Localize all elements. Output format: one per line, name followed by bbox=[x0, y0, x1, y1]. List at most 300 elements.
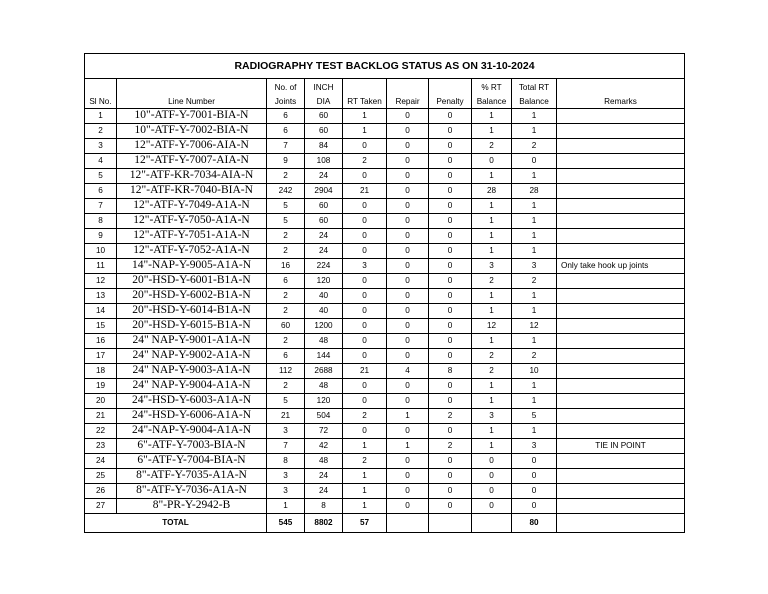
cell-rt-taken: 1 bbox=[343, 124, 387, 139]
cell-repair: 0 bbox=[387, 454, 429, 469]
cell-rt-taken: 2 bbox=[343, 409, 387, 424]
cell-pct-rt-balance: 3 bbox=[472, 409, 512, 424]
cell-pct-rt-balance: 1 bbox=[472, 229, 512, 244]
cell-remarks bbox=[557, 319, 685, 334]
cell-joints: 8 bbox=[267, 454, 305, 469]
cell-pct-rt-balance: 1 bbox=[472, 244, 512, 259]
cell-total-rt-balance: 0 bbox=[512, 154, 557, 169]
header-pct-line1: % RT bbox=[472, 79, 512, 94]
cell-inch-dia: 60 bbox=[305, 109, 343, 124]
cell-line-number: 20"-HSD-Y-6014-B1A-N bbox=[117, 304, 267, 319]
cell-inch-dia: 60 bbox=[305, 199, 343, 214]
cell-sl-no: 23 bbox=[85, 439, 117, 454]
cell-joints: 3 bbox=[267, 484, 305, 499]
cell-repair: 0 bbox=[387, 484, 429, 499]
cell-inch-dia: 40 bbox=[305, 304, 343, 319]
cell-sl-no: 3 bbox=[85, 139, 117, 154]
cell-rt-taken: 0 bbox=[343, 169, 387, 184]
cell-sl-no: 6 bbox=[85, 184, 117, 199]
cell-rt-taken: 21 bbox=[343, 364, 387, 379]
table-row bbox=[85, 199, 685, 214]
cell-joints: 2 bbox=[267, 334, 305, 349]
cell-repair: 0 bbox=[387, 469, 429, 484]
cell-sl-no: 19 bbox=[85, 379, 117, 394]
cell-rt-taken: 3 bbox=[343, 259, 387, 274]
table-row bbox=[85, 184, 685, 199]
cell-pct-rt-balance: 1 bbox=[472, 379, 512, 394]
cell-sl-no: 9 bbox=[85, 229, 117, 244]
cell-line-number: 12"-ATF-KR-7034-AIA-N bbox=[117, 169, 267, 184]
table-row bbox=[85, 409, 685, 424]
cell-remarks bbox=[557, 199, 685, 214]
cell-sl-no: 24 bbox=[85, 454, 117, 469]
total-penalty bbox=[429, 514, 472, 533]
cell-joints: 3 bbox=[267, 469, 305, 484]
table-row bbox=[85, 229, 685, 244]
cell-rt-taken: 0 bbox=[343, 244, 387, 259]
cell-remarks bbox=[557, 469, 685, 484]
cell-remarks bbox=[557, 394, 685, 409]
cell-penalty: 8 bbox=[429, 364, 472, 379]
cell-sl-no: 15 bbox=[85, 319, 117, 334]
cell-total-rt-balance: 1 bbox=[512, 109, 557, 124]
cell-pct-rt-balance: 0 bbox=[472, 454, 512, 469]
table-row bbox=[85, 424, 685, 439]
table-row bbox=[85, 289, 685, 304]
cell-sl-no: 21 bbox=[85, 409, 117, 424]
cell-line-number: 24" NAP-Y-9004-A1A-N bbox=[117, 379, 267, 394]
cell-inch-dia: 120 bbox=[305, 274, 343, 289]
cell-rt-taken: 2 bbox=[343, 154, 387, 169]
table-row bbox=[85, 139, 685, 154]
cell-penalty: 0 bbox=[429, 109, 472, 124]
cell-repair: 0 bbox=[387, 304, 429, 319]
cell-penalty: 0 bbox=[429, 139, 472, 154]
header-line-number: Line Number bbox=[117, 93, 267, 109]
header-row-1 bbox=[85, 79, 685, 94]
cell-sl-no: 17 bbox=[85, 349, 117, 364]
cell-line-number: 24" NAP-Y-9001-A1A-N bbox=[117, 334, 267, 349]
cell-remarks bbox=[557, 139, 685, 154]
header-sl-top bbox=[85, 79, 117, 94]
cell-repair: 0 bbox=[387, 334, 429, 349]
table-row bbox=[85, 304, 685, 319]
cell-joints: 6 bbox=[267, 109, 305, 124]
cell-sl-no: 22 bbox=[85, 424, 117, 439]
cell-rt-taken: 1 bbox=[343, 484, 387, 499]
cell-joints: 6 bbox=[267, 124, 305, 139]
header-dia-line1: INCH bbox=[305, 79, 343, 94]
cell-remarks bbox=[557, 454, 685, 469]
cell-joints: 112 bbox=[267, 364, 305, 379]
table-row bbox=[85, 334, 685, 349]
cell-line-number: 20"-HSD-Y-6002-B1A-N bbox=[117, 289, 267, 304]
cell-rt-taken: 0 bbox=[343, 289, 387, 304]
cell-sl-no: 27 bbox=[85, 499, 117, 514]
total-rt-balance: 80 bbox=[512, 514, 557, 533]
cell-pct-rt-balance: 1 bbox=[472, 289, 512, 304]
table-row bbox=[85, 484, 685, 499]
cell-penalty: 0 bbox=[429, 214, 472, 229]
cell-rt-taken: 0 bbox=[343, 199, 387, 214]
table-row bbox=[85, 154, 685, 169]
cell-rt-taken: 1 bbox=[343, 439, 387, 454]
cell-repair: 4 bbox=[387, 364, 429, 379]
cell-pct-rt-balance: 28 bbox=[472, 184, 512, 199]
table-row bbox=[85, 319, 685, 334]
cell-line-number: 10"-ATF-Y-7001-BIA-N bbox=[117, 109, 267, 124]
table-row bbox=[85, 124, 685, 139]
header-remarks-top bbox=[557, 79, 685, 94]
cell-line-number: 6"-ATF-Y-7003-BIA-N bbox=[117, 439, 267, 454]
cell-penalty: 2 bbox=[429, 409, 472, 424]
cell-remarks bbox=[557, 244, 685, 259]
cell-line-number: 12"-ATF-Y-7051-A1A-N bbox=[117, 229, 267, 244]
cell-sl-no: 10 bbox=[85, 244, 117, 259]
cell-line-number: 12"-ATF-Y-7007-AIA-N bbox=[117, 154, 267, 169]
cell-rt-taken: 0 bbox=[343, 304, 387, 319]
cell-repair: 0 bbox=[387, 289, 429, 304]
cell-penalty: 0 bbox=[429, 289, 472, 304]
cell-inch-dia: 42 bbox=[305, 439, 343, 454]
cell-pct-rt-balance: 1 bbox=[472, 109, 512, 124]
cell-line-number: 6"-ATF-Y-7004-BIA-N bbox=[117, 454, 267, 469]
cell-total-rt-balance: 2 bbox=[512, 274, 557, 289]
cell-total-rt-balance: 1 bbox=[512, 424, 557, 439]
cell-line-number: 14"-NAP-Y-9005-A1A-N bbox=[117, 259, 267, 274]
cell-pct-rt-balance: 1 bbox=[472, 214, 512, 229]
cell-sl-no: 18 bbox=[85, 364, 117, 379]
cell-line-number: 12"-ATF-Y-7049-A1A-N bbox=[117, 199, 267, 214]
cell-repair: 0 bbox=[387, 184, 429, 199]
header-rt-top bbox=[343, 79, 387, 94]
cell-inch-dia: 24 bbox=[305, 229, 343, 244]
table-row bbox=[85, 364, 685, 379]
cell-remarks bbox=[557, 289, 685, 304]
header-repair: Repair bbox=[387, 93, 429, 109]
cell-penalty: 0 bbox=[429, 124, 472, 139]
cell-repair: 0 bbox=[387, 349, 429, 364]
cell-remarks bbox=[557, 109, 685, 124]
cell-joints: 21 bbox=[267, 409, 305, 424]
cell-joints: 16 bbox=[267, 259, 305, 274]
cell-line-number: 24" NAP-Y-9002-A1A-N bbox=[117, 349, 267, 364]
cell-pct-rt-balance: 1 bbox=[472, 304, 512, 319]
cell-penalty: 0 bbox=[429, 319, 472, 334]
cell-sl-no: 26 bbox=[85, 484, 117, 499]
cell-penalty: 0 bbox=[429, 394, 472, 409]
cell-penalty: 0 bbox=[429, 199, 472, 214]
cell-sl-no: 12 bbox=[85, 274, 117, 289]
cell-line-number: 8"-ATF-Y-7036-A1A-N bbox=[117, 484, 267, 499]
cell-total-rt-balance: 2 bbox=[512, 139, 557, 154]
total-repair bbox=[387, 514, 429, 533]
cell-total-rt-balance: 0 bbox=[512, 484, 557, 499]
cell-line-number: 10"-ATF-Y-7002-BIA-N bbox=[117, 124, 267, 139]
header-dia-line2: DIA bbox=[305, 93, 343, 109]
cell-inch-dia: 8 bbox=[305, 499, 343, 514]
cell-rt-taken: 0 bbox=[343, 394, 387, 409]
header-row-2 bbox=[85, 93, 685, 109]
header-remarks: Remarks bbox=[557, 93, 685, 109]
cell-inch-dia: 60 bbox=[305, 124, 343, 139]
cell-sl-no: 20 bbox=[85, 394, 117, 409]
cell-joints: 7 bbox=[267, 439, 305, 454]
cell-total-rt-balance: 28 bbox=[512, 184, 557, 199]
table-row bbox=[85, 214, 685, 229]
header-total-line2: Balance bbox=[512, 93, 557, 109]
cell-remarks bbox=[557, 499, 685, 514]
cell-inch-dia: 504 bbox=[305, 409, 343, 424]
table-row bbox=[85, 454, 685, 469]
cell-sl-no: 11 bbox=[85, 259, 117, 274]
header-joints-line2: Joints bbox=[267, 93, 305, 109]
rt-backlog-table bbox=[84, 53, 685, 533]
cell-inch-dia: 24 bbox=[305, 169, 343, 184]
cell-rt-taken: 0 bbox=[343, 274, 387, 289]
cell-penalty: 0 bbox=[429, 184, 472, 199]
cell-inch-dia: 24 bbox=[305, 469, 343, 484]
cell-sl-no: 14 bbox=[85, 304, 117, 319]
cell-line-number: 12"-ATF-KR-7040-BIA-N bbox=[117, 184, 267, 199]
cell-remarks bbox=[557, 154, 685, 169]
cell-pct-rt-balance: 2 bbox=[472, 274, 512, 289]
cell-rt-taken: 0 bbox=[343, 229, 387, 244]
table-row bbox=[85, 274, 685, 289]
cell-rt-taken: 1 bbox=[343, 109, 387, 124]
total-joints: 545 bbox=[267, 514, 305, 533]
cell-total-rt-balance: 3 bbox=[512, 439, 557, 454]
cell-remarks bbox=[557, 169, 685, 184]
total-row bbox=[85, 514, 685, 533]
cell-penalty: 0 bbox=[429, 304, 472, 319]
cell-rt-taken: 0 bbox=[343, 214, 387, 229]
cell-joints: 2 bbox=[267, 169, 305, 184]
table-row bbox=[85, 394, 685, 409]
cell-repair: 0 bbox=[387, 109, 429, 124]
cell-penalty: 2 bbox=[429, 439, 472, 454]
cell-total-rt-balance: 12 bbox=[512, 319, 557, 334]
cell-rt-taken: 0 bbox=[343, 379, 387, 394]
cell-rt-taken: 2 bbox=[343, 454, 387, 469]
cell-line-number: 20"-HSD-Y-6001-B1A-N bbox=[117, 274, 267, 289]
cell-pct-rt-balance: 0 bbox=[472, 469, 512, 484]
cell-penalty: 0 bbox=[429, 379, 472, 394]
cell-remarks bbox=[557, 184, 685, 199]
cell-pct-rt-balance: 1 bbox=[472, 124, 512, 139]
cell-joints: 5 bbox=[267, 214, 305, 229]
cell-pct-rt-balance: 1 bbox=[472, 424, 512, 439]
cell-penalty: 0 bbox=[429, 469, 472, 484]
cell-penalty: 0 bbox=[429, 244, 472, 259]
cell-repair: 1 bbox=[387, 409, 429, 424]
cell-total-rt-balance: 1 bbox=[512, 124, 557, 139]
cell-penalty: 0 bbox=[429, 169, 472, 184]
cell-inch-dia: 24 bbox=[305, 484, 343, 499]
cell-total-rt-balance: 1 bbox=[512, 289, 557, 304]
cell-total-rt-balance: 1 bbox=[512, 169, 557, 184]
cell-line-number: 24" NAP-Y-9003-A1A-N bbox=[117, 364, 267, 379]
cell-remarks bbox=[557, 334, 685, 349]
cell-repair: 0 bbox=[387, 169, 429, 184]
cell-joints: 2 bbox=[267, 229, 305, 244]
cell-rt-taken: 1 bbox=[343, 469, 387, 484]
cell-sl-no: 25 bbox=[85, 469, 117, 484]
table-row bbox=[85, 169, 685, 184]
cell-repair: 0 bbox=[387, 214, 429, 229]
cell-line-number: 24"-HSD-Y-6006-A1A-N bbox=[117, 409, 267, 424]
cell-inch-dia: 1200 bbox=[305, 319, 343, 334]
cell-total-rt-balance: 0 bbox=[512, 499, 557, 514]
cell-line-number: 20"-HSD-Y-6015-B1A-N bbox=[117, 319, 267, 334]
cell-remarks bbox=[557, 229, 685, 244]
cell-sl-no: 4 bbox=[85, 154, 117, 169]
total-dia: 8802 bbox=[305, 514, 343, 533]
cell-total-rt-balance: 2 bbox=[512, 349, 557, 364]
cell-inch-dia: 120 bbox=[305, 394, 343, 409]
table-row bbox=[85, 469, 685, 484]
cell-joints: 2 bbox=[267, 289, 305, 304]
cell-sl-no: 7 bbox=[85, 199, 117, 214]
cell-penalty: 0 bbox=[429, 229, 472, 244]
cell-pct-rt-balance: 0 bbox=[472, 154, 512, 169]
cell-inch-dia: 48 bbox=[305, 334, 343, 349]
table-row bbox=[85, 259, 685, 274]
cell-joints: 242 bbox=[267, 184, 305, 199]
cell-rt-taken: 0 bbox=[343, 424, 387, 439]
total-pct-balance bbox=[472, 514, 512, 533]
cell-inch-dia: 2688 bbox=[305, 364, 343, 379]
cell-repair: 0 bbox=[387, 259, 429, 274]
total-rt-taken: 57 bbox=[343, 514, 387, 533]
cell-line-number: 12"-ATF-Y-7050-A1A-N bbox=[117, 214, 267, 229]
cell-inch-dia: 60 bbox=[305, 214, 343, 229]
cell-total-rt-balance: 1 bbox=[512, 199, 557, 214]
cell-line-number: 24"-HSD-Y-6003-A1A-N bbox=[117, 394, 267, 409]
cell-pct-rt-balance: 1 bbox=[472, 439, 512, 454]
cell-line-number: 12"-ATF-Y-7006-AIA-N bbox=[117, 139, 267, 154]
cell-pct-rt-balance: 2 bbox=[472, 364, 512, 379]
cell-joints: 6 bbox=[267, 349, 305, 364]
cell-joints: 60 bbox=[267, 319, 305, 334]
cell-total-rt-balance: 1 bbox=[512, 394, 557, 409]
cell-joints: 9 bbox=[267, 154, 305, 169]
cell-remarks bbox=[557, 349, 685, 364]
header-penalty-top bbox=[429, 79, 472, 94]
cell-repair: 0 bbox=[387, 394, 429, 409]
cell-repair: 0 bbox=[387, 319, 429, 334]
cell-penalty: 0 bbox=[429, 424, 472, 439]
cell-rt-taken: 1 bbox=[343, 499, 387, 514]
cell-penalty: 0 bbox=[429, 349, 472, 364]
table-row bbox=[85, 439, 685, 454]
cell-inch-dia: 84 bbox=[305, 139, 343, 154]
header-line-top bbox=[117, 79, 267, 94]
header-joints-line1: No. of bbox=[267, 79, 305, 94]
cell-joints: 2 bbox=[267, 244, 305, 259]
cell-inch-dia: 72 bbox=[305, 424, 343, 439]
cell-penalty: 0 bbox=[429, 259, 472, 274]
cell-line-number: 8"-PR-Y-2942-B bbox=[117, 499, 267, 514]
cell-joints: 5 bbox=[267, 199, 305, 214]
cell-pct-rt-balance: 1 bbox=[472, 199, 512, 214]
cell-line-number: 12"-ATF-Y-7052-A1A-N bbox=[117, 244, 267, 259]
cell-remarks bbox=[557, 124, 685, 139]
cell-repair: 0 bbox=[387, 229, 429, 244]
header-total-line1: Total RT bbox=[512, 79, 557, 94]
header-repair-top bbox=[387, 79, 429, 94]
cell-remarks bbox=[557, 274, 685, 289]
cell-joints: 2 bbox=[267, 304, 305, 319]
cell-total-rt-balance: 1 bbox=[512, 379, 557, 394]
cell-remarks: TIE IN POINT bbox=[557, 439, 685, 454]
cell-pct-rt-balance: 12 bbox=[472, 319, 512, 334]
cell-remarks bbox=[557, 364, 685, 379]
cell-rt-taken: 0 bbox=[343, 349, 387, 364]
cell-rt-taken: 21 bbox=[343, 184, 387, 199]
cell-sl-no: 2 bbox=[85, 124, 117, 139]
cell-penalty: 0 bbox=[429, 154, 472, 169]
cell-rt-taken: 0 bbox=[343, 319, 387, 334]
header-pct-line2: Balance bbox=[472, 93, 512, 109]
cell-rt-taken: 0 bbox=[343, 139, 387, 154]
cell-total-rt-balance: 1 bbox=[512, 214, 557, 229]
cell-total-rt-balance: 0 bbox=[512, 454, 557, 469]
header-sl-no: Sl No. bbox=[85, 93, 117, 109]
title-row bbox=[85, 54, 685, 79]
table-row bbox=[85, 244, 685, 259]
cell-remarks bbox=[557, 304, 685, 319]
cell-repair: 0 bbox=[387, 154, 429, 169]
cell-joints: 3 bbox=[267, 424, 305, 439]
cell-total-rt-balance: 1 bbox=[512, 229, 557, 244]
cell-total-rt-balance: 5 bbox=[512, 409, 557, 424]
cell-penalty: 0 bbox=[429, 454, 472, 469]
cell-joints: 7 bbox=[267, 139, 305, 154]
table-row bbox=[85, 499, 685, 514]
cell-repair: 0 bbox=[387, 199, 429, 214]
cell-repair: 0 bbox=[387, 499, 429, 514]
header-penalty: Penalty bbox=[429, 93, 472, 109]
cell-total-rt-balance: 1 bbox=[512, 334, 557, 349]
total-remarks bbox=[557, 514, 685, 533]
cell-repair: 0 bbox=[387, 274, 429, 289]
cell-remarks bbox=[557, 484, 685, 499]
table-row bbox=[85, 379, 685, 394]
cell-repair: 0 bbox=[387, 379, 429, 394]
cell-joints: 2 bbox=[267, 379, 305, 394]
cell-sl-no: 5 bbox=[85, 169, 117, 184]
cell-inch-dia: 24 bbox=[305, 244, 343, 259]
cell-total-rt-balance: 0 bbox=[512, 469, 557, 484]
cell-remarks bbox=[557, 379, 685, 394]
table-body bbox=[85, 109, 685, 514]
cell-sl-no: 13 bbox=[85, 289, 117, 304]
cell-remarks bbox=[557, 424, 685, 439]
cell-repair: 0 bbox=[387, 424, 429, 439]
cell-pct-rt-balance: 0 bbox=[472, 484, 512, 499]
cell-rt-taken: 0 bbox=[343, 334, 387, 349]
cell-total-rt-balance: 3 bbox=[512, 259, 557, 274]
cell-total-rt-balance: 1 bbox=[512, 304, 557, 319]
cell-joints: 1 bbox=[267, 499, 305, 514]
cell-inch-dia: 224 bbox=[305, 259, 343, 274]
cell-sl-no: 1 bbox=[85, 109, 117, 124]
cell-penalty: 0 bbox=[429, 484, 472, 499]
header-rt-taken: RT Taken bbox=[343, 93, 387, 109]
cell-repair: 1 bbox=[387, 439, 429, 454]
cell-penalty: 0 bbox=[429, 499, 472, 514]
